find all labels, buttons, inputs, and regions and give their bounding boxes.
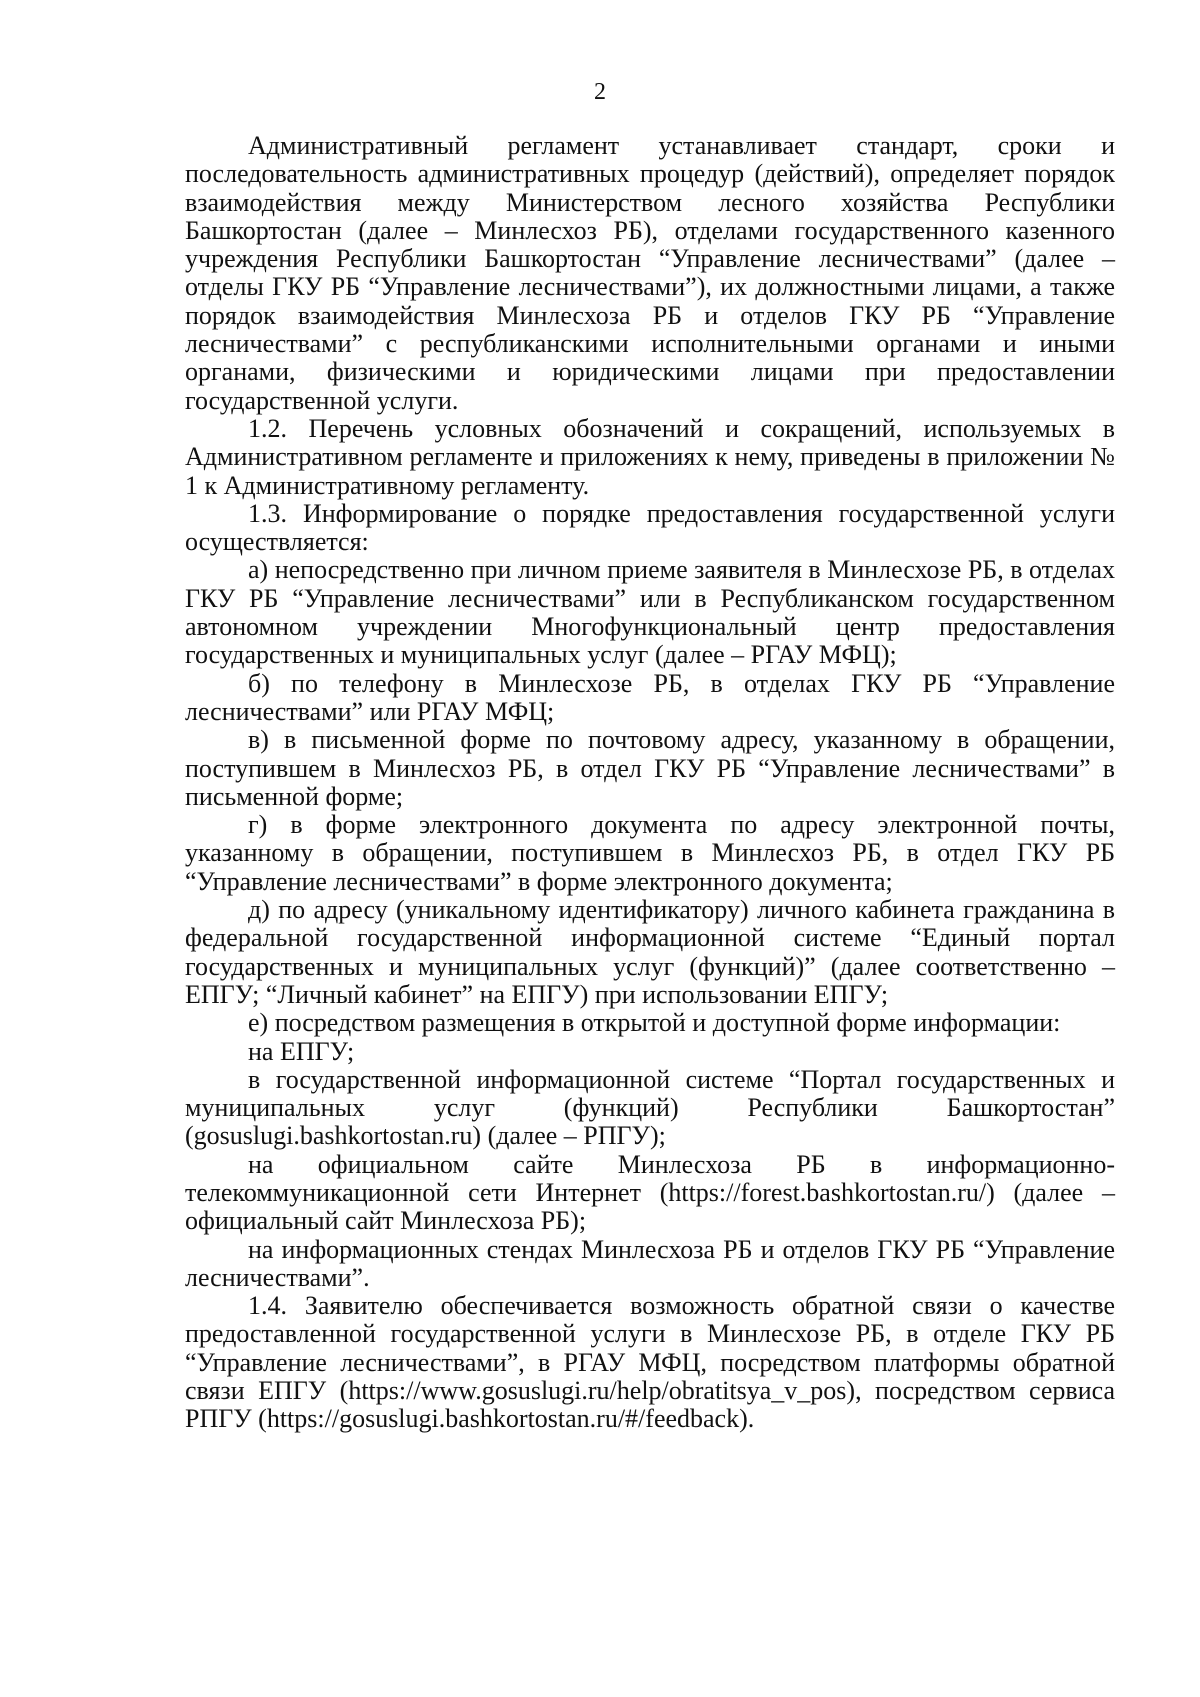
list-item-v: в) в письменной форме по почтовому адресу, указанному в обращении, поступившем в Минлесхоз РБ, в отдел ГКУ РБ “Управление лесничествами” в письменной форме; — [185, 725, 1115, 811]
sub-item-info-stands: на информационных стендах Минлесхоза РБ и отделов ГКУ РБ “Управление лесничествами”. — [185, 1234, 1115, 1292]
paragraph-1-4: 1.4. Заявителю обеспечивается возможность обратной связи о качестве предоставленной государственной услуги в Минлесхозе РБ, в отделе ГКУ РБ “Управление лесничествами”, в РГАУ МФЦ, посредством платформы обратной связи ЕПГУ (https://www.gosuslugi.ru/help/obratitsya_v_pos), посредством сервиса РПГУ (https://gosuslugi.bashkortostan.ru/#/feedback). — [185, 1291, 1115, 1434]
list-item-g: г) в форме электронного документа по адресу электронной почты, указанному в обращении, поступившем в Минлесхоз РБ, в отдел ГКУ РБ “Управление лесничествами” в форме электронного документа; — [185, 810, 1115, 896]
document-body — [185, 132, 1115, 1434]
paragraph-regulation-scope: Административный регламент устанавливает стандарт, сроки и последовательность административных процедур (действий), определяет порядок взаимодействия между Министерством лесного хозяйства Республики Башкортостан (далее – Минлесхоз РБ), отделами государственного казенного учреждения Республики Башкортостан “Управление лесничествами” (далее – отделы ГКУ РБ “Управление лесничествами”), их должностными лицами, а также порядок взаимодействия Минлесхоза РБ и отделов ГКУ РБ “Управление лесничествами” с республиканскими исполнительными органами и иными органами, физическими и юридическими лицами при предоставлении государственной услуги. — [185, 131, 1115, 415]
paragraph-1-2: 1.2. Перечень условных обозначений и сокращений, используемых в Административном регламенте и приложениях к нему, приведены в приложении № 1 к Административному регламенту. — [185, 413, 1115, 500]
list-item-d: д) по адресу (уникальному идентификатору) личного кабинета гражданина в федеральной государственной информационной системе “Единый портал государственных и муниципальных услуг (функций)” (далее соответственно – ЕПГУ; “Личный кабинет” на ЕПГУ) при использовании ЕПГУ; — [185, 895, 1115, 1009]
list-item-b: б) по телефону в Минлесхозе РБ, в отделах ГКУ РБ “Управление лесничествами” или РГАУ МФЦ; — [185, 668, 1115, 726]
sub-item-epgu: на ЕПГУ; — [248, 1036, 355, 1066]
list-item-e: е) посредством размещения в открытой и доступной форме информации: — [248, 1008, 1061, 1038]
sub-item-rpgu: в государственной информационной системе “Портал государственных и муниципальных услуг (функций) Республики Башкортостан” (gosuslugi.bashkortostan.ru) (далее – РПГУ); — [185, 1064, 1115, 1151]
paragraph-1-3: 1.3. Информирование о порядке предоставления государственной услуги осуществляется: — [185, 498, 1115, 557]
list-item-a: а) непосредственно при личном приеме заявителя в Минлесхозе РБ, в отделах ГКУ РБ “Управление лесничествами” или в Республиканском государственном автономном учреждении Многофункциональный центр предоставления государственных и муниципальных услуг (далее – РГАУ МФЦ); — [185, 555, 1115, 670]
page-number: 2 — [594, 79, 606, 105]
sub-item-official-site: на официальном сайте Минлесхоза РБ в информационно-телекоммуникационной сети Интернет (https://forest.bashkortostan.ru/) (далее – официальный сайт Минлесхоза РБ); — [185, 1149, 1115, 1236]
